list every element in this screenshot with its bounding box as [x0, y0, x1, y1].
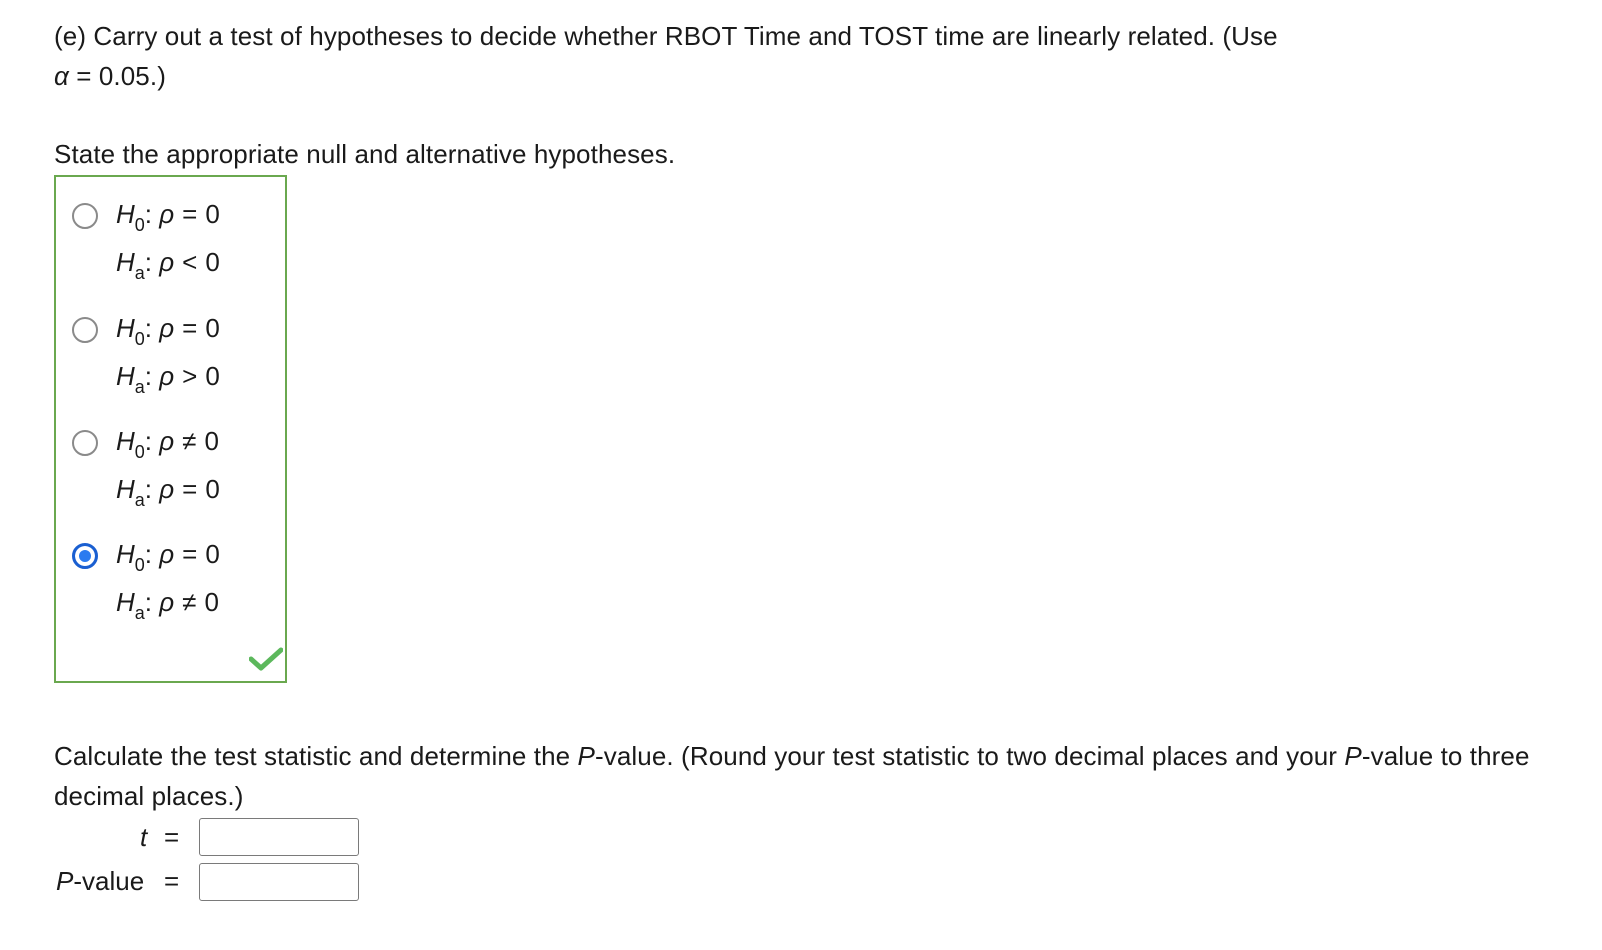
- hypotheses-choice-group: [54, 175, 287, 683]
- alternative-hypothesis: $H_a$: ρ < 0: [116, 247, 220, 283]
- hypothesis-choice-2[interactable]: [72, 297, 272, 397]
- null-hypothesis: $H_0$: ρ ≠ 0: [116, 426, 219, 462]
- t-statistic-label: t: [140, 822, 148, 852]
- null-hypothesis: $H_0$: ρ = 0: [116, 199, 220, 235]
- equals-sign: =: [164, 822, 180, 852]
- radio-button-selected[interactable]: [72, 543, 98, 569]
- null-hypothesis: $H_0$: ρ = 0: [116, 313, 220, 349]
- radio-button[interactable]: [72, 317, 98, 343]
- hypothesis-choice-3[interactable]: [72, 410, 272, 510]
- hypothesis-choice-4[interactable]: [72, 523, 272, 623]
- alpha-value: = 0.05.): [68, 61, 166, 91]
- p-value-input[interactable]: [199, 863, 359, 901]
- t-statistic-input[interactable]: [199, 818, 359, 856]
- alpha-symbol: α: [54, 61, 69, 91]
- checkmark-icon: [249, 647, 283, 671]
- equals-sign: =: [164, 866, 180, 896]
- hypothesis-choice-1[interactable]: [72, 183, 272, 283]
- alternative-hypothesis: $H_a$: ρ = 0: [116, 474, 220, 510]
- radio-button[interactable]: [72, 430, 98, 456]
- question-text: [54, 16, 1534, 96]
- hypotheses-prompt: State the appropriate null and alternative hypotheses.: [54, 139, 676, 169]
- alternative-hypothesis: $H_a$: ρ ≠ 0: [116, 587, 219, 623]
- question-line: (e) Carry out a test of hypotheses to decide whether RBOT Time and TOST time are linearly related. (Use: [54, 21, 1278, 51]
- p-value-label: P-value: [56, 866, 145, 896]
- alternative-hypothesis: $H_a$: ρ > 0: [116, 361, 220, 397]
- radio-button[interactable]: [72, 203, 98, 229]
- calculation-prompt: Calculate the test statistic and determine the P-value. (Round your test statistic to two decimal places and your P-value to three decimal places.): [54, 741, 1530, 811]
- null-hypothesis: $H_0$: ρ = 0: [116, 539, 220, 575]
